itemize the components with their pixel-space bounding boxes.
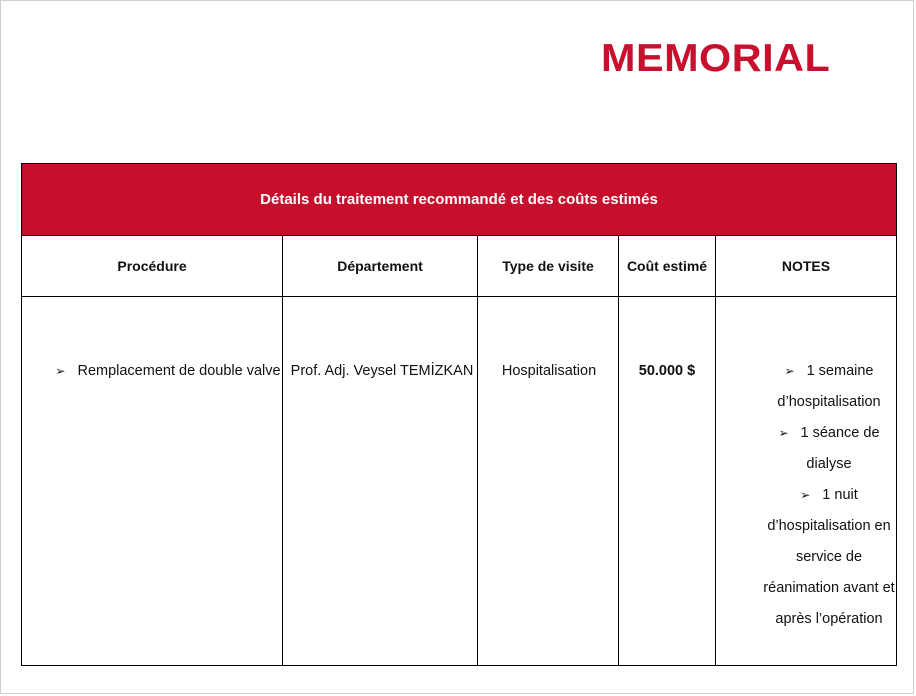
column-divider: [477, 235, 478, 665]
cell-cost: 50.000 $: [638, 363, 696, 379]
arrow-bullet-icon: ➢: [55, 364, 66, 378]
treatment-cost-table: [21, 163, 897, 666]
note-item: [762, 418, 896, 480]
procedure-text: Remplacement de double valve: [77, 363, 281, 379]
note-item: [762, 356, 896, 418]
note-text: 1 semaine d’hospitalisation: [777, 363, 881, 410]
header-department: Département: [337, 258, 423, 274]
header-notes: NOTES: [781, 258, 831, 274]
cell-department: Prof. Adj. Veysel TEMİZKAN: [290, 363, 474, 379]
memorial-logo: MEMORIAL: [601, 37, 831, 80]
arrow-bullet-icon: ➢: [778, 426, 789, 440]
column-divider: [618, 235, 619, 665]
table-title: Détails du traitement recommandé et des coûts estimés: [22, 164, 896, 236]
cell-notes: [762, 356, 896, 635]
arrow-bullet-icon: ➢: [784, 364, 795, 378]
note-text: 1 séance de dialyse: [800, 425, 880, 472]
header-cost: Coût estimé: [626, 258, 708, 274]
header-visit-type: Type de visite: [502, 258, 594, 274]
header-divider: [22, 296, 896, 297]
note-text: 1 nuit d’hospitalisation en service de réanimation avant et après l’opération: [763, 487, 895, 627]
cell-procedure: [52, 356, 284, 387]
column-divider: [282, 235, 283, 665]
column-divider: [715, 235, 716, 665]
cell-visit-type: Hospitalisation: [501, 363, 597, 379]
note-item: [762, 480, 896, 635]
arrow-bullet-icon: ➢: [800, 488, 811, 502]
header-procedure: Procédure: [117, 258, 187, 274]
